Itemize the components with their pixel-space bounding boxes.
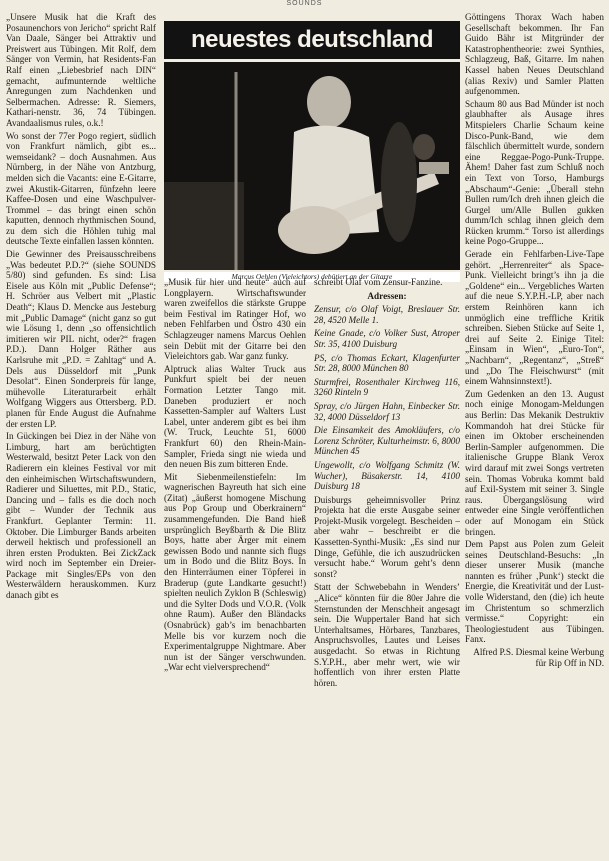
paragraph: Dem Papst aus Polen zum Geleit seines Deutschland-Besuchs: „In dieser unserer Musik (manche nannten es früher ‚Punk‘) steckt die Energie, die Kreativität und der Lust-volle Widerstand, den (die) ich heute im Christentum so schmerzlich vermisse.“ Copyright: ein Theologiestudent aus Tübingen. Fanx. — [465, 539, 604, 645]
paragraph: In Gückingen bei Diez in der Nähe von Limburg, hart am berüchtigten Westerwald, besitzt Peter Lack von den Radierern ein kleines Festival vor mit den einheimischen Wirtschaftswundern, Radierer und Siluettes, mit P.D., Static, Dancing und – falls es die doch noch gibt – Wunder der Technik aus Frankfurt. Geplanter Termin: 11. Oktober. Die Limburger Bands arbeiten derweil hektisch und professionell an ihren ersten Produkten. Bei ZickZack wird noch im September ein Dreier-Package mit Singles/EPs von den Westerwäldern herauskommen. Kurz danach gibt es — [6, 431, 156, 601]
paragraph: Schaum 80 aus Bad Münder ist noch glaubhafter als Ausage ihres Mitspielers Charlie Schaum keine Disco-Punk-Band, wie dem fälschlich übermittelt wurde, sondern eine Reggae-Pogo-Punk-Truppe. Ähem! Daher fast zum Schluß noch ein Text von Torso, Hamburgs „Abschaum“-Genie: „Überall stehn Bullen rum/Ich dreh ihnen gleich die Gurgel um/Alle Bullen gukken dumm/Ich schlag ihnen gleich dem Rücken krumm.“ Torso ist allerdings keine Pogo-Gruppe... — [465, 98, 604, 247]
column-1 — [6, 12, 156, 857]
photo-guitarist — [164, 62, 460, 270]
address-entry: Ungewollt, c/o Wolfgang Schmitz (W. Wucher), Büsakerstr. 14, 4100 Duisburg 18 — [314, 459, 460, 492]
address-entry: Die Einsamkeit des Amokläufers, c/o Lorenz Schröter, Kulturheimstr. 6, 8000 München 45 — [314, 425, 460, 457]
paragraph: Göttingens Thorax Wach haben Gesellschaft bekommen. Ihr Fan Guido Bähr ist Mitgründer der Katastrophentheorie: zwei Synthies, Schlagzeug, Baß, Gitarre. Im nahen Kassel haben Neues Deutschland (alias Rexiv) und Samler Platten aufgenommen. — [465, 12, 604, 97]
photo-caption: Marcus Oehlen (Vieleichtors) debütiert an der Gitarre — [164, 272, 460, 282]
address-entry: Zensur, c/o Olaf Voigt, Breslauer Str. 28, 4520 Melle 1. — [314, 304, 460, 325]
section-banner: neuestes deutschland — [164, 21, 460, 59]
photo-illustration — [164, 62, 460, 270]
paragraph: Die Gewinner des Preisausschreibens „Was bedeutet P.D.?“ (siehe SOUNDS 5/80) sind gefunden. Es sind: Lisa Eisele aus Köln mit „Public Defense“; H. Schröer aus Velbert mit „Plastic Death“; Klaus D. Mencke aus Jesteburg mit „Public Damage“ (nicht ganz so gut wie Lösung 1, denn „so offensichtlich imitieren wir PIL nicht, oder?“ fragen P.D.). Dann Holger Räther aus Karlsruhe mit „P.D. = Zahltag“ und A. Dels aus Düsseldorf mit „Punk Desolat“. Einen Sonderpreis für lange, mühevolle Literaturarbeit erhält Wolfgang Wiggers aus Ottersberg. P.D. planen für Ende August die Aufnahme der ersten LP. — [6, 249, 156, 429]
paragraph: „Unsere Musik hat die Kraft des Posaunenchors von Jericho“ spricht Ralf Van Daale, Sänger bei Attraktiv und Preiswert aus Tübingen. Mit Rolf, dem Sänger von Vermin, hat Residents-Fan Ralf einen „Liebesbrief nach DIN“ gemacht, aufmunternde weltliche Anregungen zum Nachdenken und Selbermachen. Adresse: R. Siemers, Kathari-nenstr. 36, 74 Tübingen. Avandaalismus rules, o.k.! — [6, 12, 156, 128]
address-entry: PS, c/o Thomas Eckart, Klagenfurter Str. 28, 8000 München 80 — [314, 352, 460, 374]
paragraph: Alfred P.S. Diesmal keine Werbung für Rip Off in ND. — [473, 647, 604, 668]
paragraph: Statt der Schwebebahn in Wenders’ „Alice“ könnten für die 80er Jahre die Sternstunden der Menschheit angesagt sein. Die Wuppertaler Band hat sich Unterhaltsames, Hörbares, Tanzbares, Anspruchsvolles, Lautes und Leises ausgedacht. So etwas in Richtung S.Y.P.H., aber mehr wert, wie wir hoffentlich von ihrer ersten Platte hören. — [314, 582, 460, 688]
masthead: SOUNDS — [286, 0, 323, 7]
paragraph: schreibt Olaf vom Zensur-Fanzine. — [314, 277, 443, 287]
column-2 — [164, 277, 306, 857]
address-entry: Sturmfrei, Rosenthaler Kirchweg 116, 3260 Rinteln 9 — [314, 376, 460, 398]
address-entry: Keine Gnade, c/o Volker Sust, Atroper Str. 35, 4100 Duisburg — [314, 328, 460, 349]
address-entry: Spray, c/o Jürgen Hahn, Einbecker Str. 32, 4000 Düsseldorf 13 — [314, 400, 460, 422]
column-3 — [314, 277, 460, 857]
column-4 — [465, 12, 604, 857]
paragraph: Zum Gedenken an den 13. August noch einige Monogam-Meldungen aus Berlin: Das Mekanik Destruktiv Kommandoh hat drei Stücke für einen im Oktober erscheinenden Berlin-Sampler aufgenommen. Die italienische Gruppe Blank Verox wird darauf mit zwei Songs vertreten sein. Thomas Vobruka kommt bald auf Exil-System mit seiner 3. Single raus. Übergangslösung wird entweder eine Single veröffentlichen oder auf Monogam ein Stück bringen. — [465, 388, 604, 537]
paragraph: Mit Siebenmeilenstiefeln: Im wagnerischen Bayreuth hat sich eine (Zitat) „äußerst homogene Mischung aus Pop Group und Oberkrainern“ zusammengefunden. Die Band hieß ursprünglich Beyßbarth & Die Blitz Boys, hatte aber Ärger mit einem gewissen Bodo und nannte sich flugs um in Bodo und die Blitz Boys. In den Hinterräumen einer Töpferei in Braderup (gute Landkarte gesucht!) spielten neulich Zyklon B (Schleswig) und die Sylter Dods und V.O.R. (Volk ohne Raum). Außer den Bländacks (Osnabrück) gab’s im benachbarten Melle bis vor kurzem noch die Experimentalgruppe Nightmare. Aber nun ist der Sänger verschwunden. „War echt vielversprechend“ — [164, 471, 306, 673]
paragraph: Alptruck alias Walter Truck aus Punkfurt spielt bei der neuen Formation Letzter Tango mit. Daneben produziert er noch Kassetten-Sampler auf Walters Lust Label, unter anderem gibt es bei ihm (W. Truck, Leuchte 51, 6000 Frankfurt 60) den Rhein-Main-Sampler, Frieda singt nie wieda und den neuen Bis zum bitteren Ende. — [164, 363, 306, 470]
addresses-heading: Adressen: — [367, 290, 407, 301]
paragraph: „Musik für hier und heute“ auch auf Longplayern. Wirtschaftswunder waren zweifellos die stärkste Gruppe beim Festival im Ratinger Hof, wo neben Fehlfarben und Östro 430 ein Schlagzeuger namens Marcus Oehlen sein Debüt mit der Gitarre bei den Vieleichtors gab. War ganz funky. — [164, 277, 306, 362]
paragraph: Gerade ein Fehlfarben-Live-Tape gehört. „Herrenreiter“ als Space-Punk. Vielleicht bringt’s ihn ja die „Goldene“ ein... Vergebliches Warten auf die neue S.Y.P.H.-LP, aber nach erstem Reinhören kann ich unmöglich eine treffliche Kritik schreiben. Sieben Stücke auf Seite 1, drei auf Seite 2. Einige Titel: „Einsam in Wien“, „Euro-Ton“, „Nachbarn“, „Regentanz“, „Streß“ und „Do The Fleischwurst“ (mit einem Wahnsinnstext!). — [465, 249, 604, 387]
paragraph: Duisburgs geheimnisvoller Prinz Projekta hat die erste Ausgabe seiner Projekt-Musik vorgelegt. Bescheiden – aber wahr – beschreibt er die Kassetten-Synthi-Musik: „Es sind nur Dinge, Gefühle, die ich auszudrücken versucht habe.“ Worum geht’s denn sonst? — [314, 494, 460, 579]
paragraph: Wo sonst der 77er Pogo regiert, südlich von Frankfurt nämlich, gibt es... wemseidank? – doch Ausnahmen. Aus Nürnberg, in der Nähe von Antzburg, melden sich die Vacants: eine E-Gitarre, zwei Akustik-Gitarren, fünfzehn leere Kaffee-Dosen und eine Waschpulver-Trommel – das bringt einen schön kaputten, dennoch rhythmischen Sound, zu dem sich die Höhlen tuhig mal deutsche Texte einfallen lassen könnten. — [6, 130, 156, 247]
